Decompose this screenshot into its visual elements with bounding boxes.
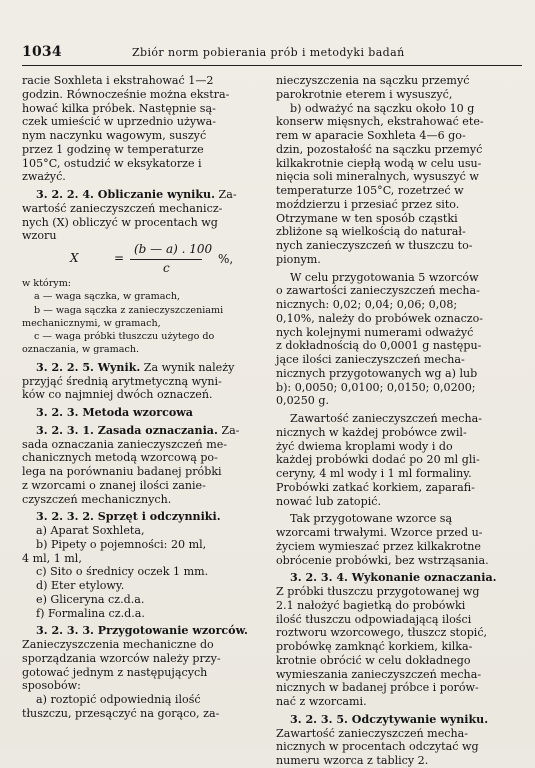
section-title: 3. 2. 3. 1. Zasada oznaczania. <box>36 423 218 437</box>
list-item: d) Eter etylowy. <box>36 579 125 593</box>
right-column <box>276 74 522 768</box>
list-item: a) Aparat Soxhleta, <box>36 524 145 538</box>
section-3233 <box>22 624 268 720</box>
section-title: 3. 2. 2. 5. Wynik. <box>36 360 141 374</box>
list-item: b) Pipety o pojemności: 20 ml, <box>36 537 207 551</box>
text-line: zważyć. <box>22 170 66 184</box>
text-line: ilość tłuszczu odpowiadającą ilości <box>276 612 472 626</box>
left-column <box>22 74 268 721</box>
running-title: Zbiór norm pobierania prób i metodyki badań <box>132 46 405 59</box>
text-line: probówkę zamknąć korkiem, kilka- <box>276 640 473 653</box>
formula-denominator: c <box>163 261 170 275</box>
legend-line: a — waga sączka, w gramach, <box>34 291 181 303</box>
section-3234 <box>276 571 522 709</box>
text-line: tłuszczu, przesączyć na gorąco, za- <box>22 706 220 720</box>
section-3224 <box>22 188 268 243</box>
section-title: 3. 2. 3. 4. Wykonanie oznaczania. <box>290 571 497 585</box>
text-fragment: Za- <box>218 188 237 201</box>
fraction-bar <box>130 259 202 260</box>
stable-standards-paragraph <box>276 512 522 567</box>
text-line: dzin, pozostałość na sączku przemyć <box>276 142 483 156</box>
list-item: f) Formalina cz.d.a. <box>36 606 145 620</box>
formula <box>22 243 268 277</box>
text-line: godzin. Równocześnie można ekstra- <box>22 87 230 101</box>
section-title: 3. 2. 3. 3. Przygotowanie wzorców. <box>36 624 248 638</box>
text-line: wzorcami trwałymi. Wzorce przed u- <box>276 526 483 539</box>
text-line: Z próbki tłuszczu przygotowanej wg <box>276 585 480 598</box>
text-line: sada oznaczania zanieczyszczeń me- <box>22 437 228 451</box>
text-line: żyć dwiema kroplami wody i do <box>276 439 453 453</box>
text-line: Zawartość zanieczyszczeń mecha- <box>290 412 482 425</box>
text-line: zbliżone są wielkością do naturał- <box>276 225 466 239</box>
list-item: 4 ml, 1 ml, <box>22 551 82 565</box>
moisten-paragraph <box>276 412 522 508</box>
text-line: wzoru <box>22 229 57 243</box>
text-line: nować lub zatopić. <box>276 494 381 508</box>
text-line: Probówki zatkać korkiem, zaparafi- <box>276 480 475 494</box>
text-line: nicznych w badanej próbce i porów- <box>276 681 479 695</box>
text-line: pionym. <box>276 252 321 266</box>
text-line: 2.1 nałożyć bagietką do probówki <box>276 598 466 612</box>
text-line: ków co najmniej dwóch oznaczeń. <box>22 388 213 402</box>
text-line: o zawartości zanieczyszczeń mecha- <box>276 284 480 298</box>
text-line: czyszczeń mechanicznych. <box>22 492 172 506</box>
text-line: sporządzania wzorców należy przy- <box>22 651 221 665</box>
text-line: nych kolejnymi numerami odważyć <box>276 325 474 339</box>
text-line: rem w aparacie Soxhleta 4—6 go- <box>276 129 466 142</box>
text-line: Zawartość zanieczyszczeń mecha- <box>276 726 468 740</box>
text-line: krotnie obrócić w celu dokładnego <box>276 653 471 667</box>
text-fragment: Za- <box>221 423 240 437</box>
text-line: b): 0,0050; 0,0100; 0,0150; 0,0200; <box>276 380 476 394</box>
text-line: jące ilości zanieczyszczeń mecha- <box>276 353 465 366</box>
text-line: nym naczynku wagowym, suszyć <box>22 129 207 142</box>
section-3225 <box>22 361 268 402</box>
text-line: kilkakrotnie ciepłą wodą w celu usu- <box>276 156 482 170</box>
variable-legend <box>22 277 268 357</box>
text-line: obrócenie probówki, bez wstrząsania. <box>276 553 489 567</box>
list-item: c) Sito o średnicy oczek 1 mm. <box>36 565 209 579</box>
text-line: chanicznych metodą wzorcową po- <box>22 451 218 465</box>
text-line: moździerzu i przesiać przez sito. <box>276 197 460 211</box>
text-fragment: Za wynik należy <box>143 360 235 374</box>
text-line: 0,10%, należy do probówek oznaczo- <box>276 311 484 325</box>
where-label: w którym: <box>22 278 72 289</box>
text-line: gotować jednym z następujących <box>22 665 208 679</box>
page-number: 1034 <box>22 44 62 60</box>
list-item: e) Gliceryna cz.d.a. <box>36 592 145 606</box>
text-line: nicznych przygotowanych wg a) lub <box>276 366 478 380</box>
text-line: roztworu wzorcowego, tłuszcz stopić, <box>276 626 488 640</box>
section-title-323: 3. 2. 3. Metoda wzorcowa <box>36 406 193 420</box>
text-line: nicznych w każdej probówce zwil- <box>276 425 467 439</box>
text-line: parokrotnie eterem i wysuszyć, <box>276 87 453 101</box>
text-line: przez 1 godzinę w temperaturze <box>22 142 204 156</box>
text-line: z wzorcami o znanej ilości zanie- <box>22 478 206 492</box>
text-line: nieczyszczenia na sączku przemyć <box>276 74 470 87</box>
text-line: b) odważyć na sączku około 10 g <box>290 101 475 115</box>
formula-numerator: (b — a) . 100 <box>134 242 213 256</box>
text-line: wymieszania zanieczyszczeń mecha- <box>276 667 482 681</box>
intro-paragraph <box>22 74 268 184</box>
text-line: konserw mięsnych, ekstrahować ete- <box>276 115 484 129</box>
text-line: Zanieczyszczenia mechaniczne do <box>22 638 214 652</box>
text-line: sposobów: <box>22 679 81 693</box>
legend-line: c — waga próbki tłuszczu użytego do <box>34 331 215 343</box>
text-line: W celu przygotowania 5 wzorców <box>290 270 479 284</box>
section-3231 <box>22 424 268 507</box>
section-3235 <box>276 713 522 768</box>
text-line: lega na porównaniu badanej próbki <box>22 465 222 479</box>
text-line: nięcia soli mineralnych, wysuszyć w <box>276 170 479 184</box>
text-line: czek umieścić w uprzednio używa- <box>22 115 216 129</box>
legend-line: oznaczania, w gramach. <box>22 344 140 356</box>
page-header <box>22 44 522 64</box>
text-line: racie Soxhleta i ekstrahować 1—2 <box>22 74 214 87</box>
continuation-paragraph <box>276 74 522 267</box>
text-line: Otrzymane w ten sposób cząstki <box>276 211 458 225</box>
text-line: ceryny, 4 ml wody i 1 ml formaliny. <box>276 467 472 480</box>
standards-paragraph <box>276 271 522 409</box>
text-line: wartość zanieczyszczeń mechanicz- <box>22 201 223 215</box>
text-line: nać z wzorcami. <box>276 695 367 708</box>
legend-line: b — waga sączka z zanieczyszczeniami <box>34 304 224 316</box>
formula-equals: = <box>114 251 125 265</box>
text-line: nych zanieczyszczeń w tłuszczu to- <box>276 239 473 252</box>
section-title: 3. 2. 3. 5. Odczytywanie wyniku. <box>290 712 489 726</box>
text-line: a) roztopić odpowiednią ilość <box>36 693 201 707</box>
header-rule <box>22 65 522 66</box>
text-line: temperaturze 105°C, rozetrzeć w <box>276 184 464 197</box>
text-line: z dokładnością do 0,0001 g następu- <box>276 339 482 353</box>
section-title-3232: 3. 2. 3. 2. Sprzęt i odczynniki. <box>36 510 221 524</box>
formula-lhs: X <box>70 251 79 265</box>
text-line: Tak przygotowane wzorce są <box>290 512 453 526</box>
formula-unit: %, <box>218 252 234 266</box>
text-line: życiem wymieszać przez kilkakrotne <box>276 539 481 553</box>
equipment-list <box>22 524 268 620</box>
text-line: nicznych: 0,02; 0,04; 0,06; 0,08; <box>276 298 458 311</box>
text-line: każdej probówki dodać po 20 ml gli- <box>276 453 480 467</box>
text-line: hować kilka próbek. Następnie są- <box>22 101 216 115</box>
text-line: nych (X) obliczyć w procentach wg <box>22 215 218 229</box>
text-line: przyjąć średnią arytmetyczną wyni- <box>22 374 222 388</box>
text-line: 105°C, ostudzić w eksykatorze i <box>22 156 202 170</box>
text-line: 0,0250 g. <box>276 394 329 408</box>
text-line: numeru wzorca z tablicy 2. <box>276 754 429 767</box>
legend-line: mechanicznymi, w gramach, <box>22 317 161 329</box>
text-line: nicznych w procentach odczytać wg <box>276 740 479 754</box>
section-title: 3. 2. 2. 4. Obliczanie wyniku. <box>36 188 215 201</box>
